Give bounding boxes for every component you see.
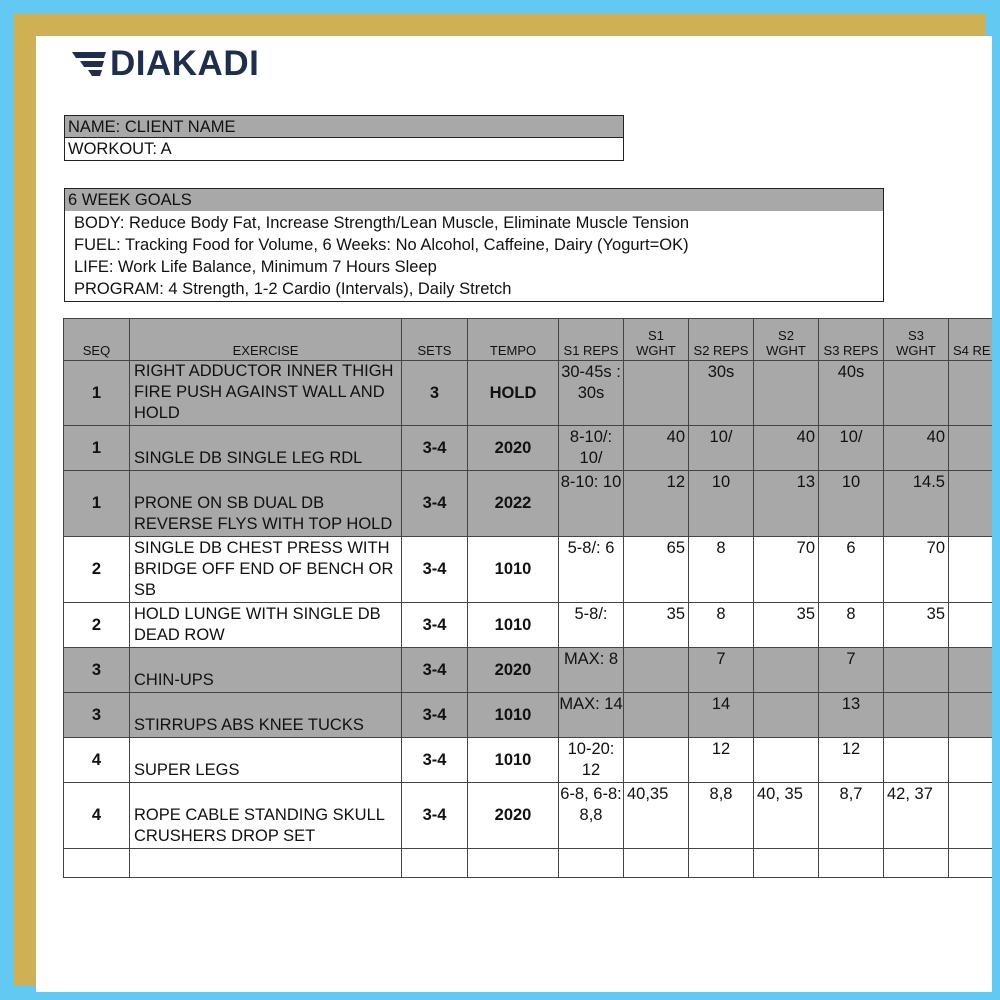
row-sets: 3 [402,361,468,426]
table-row [64,693,993,738]
row-s3-reps: 12 [819,738,884,783]
table-row [64,361,993,426]
row-tempo: 2020 [468,783,559,849]
row-s4-reps [949,603,993,648]
table-row [64,471,993,537]
col-header-s2-reps: S2 REPS [689,319,754,361]
goals-header: 6 WEEK GOALS [65,189,883,211]
row-s1-reps: 10-20: 12 [559,738,624,783]
row-s1-reps: MAX: 8 [559,648,624,693]
worksheet-page [36,36,992,992]
row-s4-reps [949,738,993,783]
table-row [64,738,993,783]
row-s4-reps [949,783,993,849]
row-s1-wght: 40 [624,426,689,471]
row-exercise: ROPE CABLE STANDING SKULL CRUSHERS DROP SET [130,783,402,849]
row-s2-wght [754,648,819,693]
row-s4-reps [949,361,993,426]
row-s4-reps [949,693,993,738]
row-seq: 1 [64,471,130,537]
goals-box [64,188,884,302]
row-s2-reps: 10 [689,471,754,537]
col-header-seq: SEQ [64,319,130,361]
row-s1-reps: MAX: 14 [559,693,624,738]
row-tempo: 1010 [468,537,559,603]
workout-table [63,318,992,878]
table-row [64,537,993,603]
col-header-sets: SETS [402,319,468,361]
row-tempo: HOLD [468,361,559,426]
row-s4-reps [949,537,993,603]
row-seq: 2 [64,537,130,603]
row-s1-reps: 5-8/: 6 [559,537,624,603]
row-seq: 4 [64,783,130,849]
empty-cell [754,849,819,878]
client-info-box [64,115,624,161]
client-name-line: NAME: CLIENT NAME [65,116,623,138]
row-s1-reps: 8-10/: 10/ [559,426,624,471]
row-s3-reps: 40s [819,361,884,426]
goal-program: PROGRAM: 4 Strength, 1-2 Cardio (Intervals), Daily Stretch [74,280,512,298]
row-s1-wght [624,738,689,783]
row-s2-wght: 70 [754,537,819,603]
row-s2-reps: 7 [689,648,754,693]
empty-cell [64,849,130,878]
row-s2-reps: 8 [689,603,754,648]
col-header-s4-reps: S4 RE [949,319,993,361]
row-tempo: 1010 [468,693,559,738]
row-s3-wght: 14.5 [884,471,949,537]
row-s1-reps: 5-8/: [559,603,624,648]
row-s3-reps: 8 [819,603,884,648]
row-s4-reps [949,648,993,693]
row-s1-reps: 6-8, 6-8: 8,8 [559,783,624,849]
col-header-s1-reps: S1 REPS [559,319,624,361]
row-s3-wght: 40 [884,426,949,471]
row-tempo: 1010 [468,738,559,783]
row-tempo: 1010 [468,603,559,648]
empty-cell [624,849,689,878]
row-s3-reps: 6 [819,537,884,603]
row-s1-wght [624,693,689,738]
empty-cell [819,849,884,878]
row-s3-wght: 42, 37 [884,783,949,849]
row-seq: 3 [64,693,130,738]
col-header-exercise: EXERCISE [130,319,402,361]
row-s1-wght: 35 [624,603,689,648]
row-s2-wght [754,361,819,426]
row-tempo: 2020 [468,648,559,693]
row-sets: 3-4 [402,738,468,783]
row-s3-wght [884,648,949,693]
goal-fuel: FUEL: Tracking Food for Volume, 6 Weeks: No Alcohol, Caffeine, Dairy (Yogurt=OK) [74,236,689,254]
row-s3-reps: 8,7 [819,783,884,849]
brand-logo [72,44,259,84]
row-seq: 2 [64,603,130,648]
table-row [64,603,993,648]
col-header-tempo: TEMPO [468,319,559,361]
row-s2-wght: 13 [754,471,819,537]
row-s4-reps [949,471,993,537]
row-s2-reps: 14 [689,693,754,738]
row-s1-wght [624,648,689,693]
table-row [64,426,993,471]
row-s2-wght: 35 [754,603,819,648]
row-s2-reps: 10/ [689,426,754,471]
empty-cell [949,849,993,878]
col-header-s2-wght: S2 WGHT [754,319,819,361]
row-s3-wght [884,693,949,738]
row-seq: 1 [64,426,130,471]
table-row [64,783,993,849]
row-sets: 3-4 [402,648,468,693]
row-seq: 3 [64,648,130,693]
row-s2-wght: 40, 35 [754,783,819,849]
col-header-s3-reps: S3 REPS [819,319,884,361]
row-sets: 3-4 [402,693,468,738]
row-sets: 3-4 [402,471,468,537]
empty-cell [130,849,402,878]
row-exercise: CHIN-UPS [130,648,402,693]
row-s2-reps: 8 [689,537,754,603]
table-body [64,361,993,878]
table-header-row [64,319,993,361]
row-exercise: STIRRUPS ABS KNEE TUCKS [130,693,402,738]
empty-cell [468,849,559,878]
row-s3-reps: 10/ [819,426,884,471]
row-s3-reps: 10 [819,471,884,537]
table-row [64,648,993,693]
row-exercise: SINGLE DB SINGLE LEG RDL [130,426,402,471]
row-s3-wght: 70 [884,537,949,603]
row-tempo: 2022 [468,471,559,537]
row-s1-wght: 12 [624,471,689,537]
row-exercise: RIGHT ADDUCTOR INNER THIGH FIRE PUSH AGAINST WALL AND HOLD [130,361,402,426]
row-s2-reps: 8,8 [689,783,754,849]
row-tempo: 2020 [468,426,559,471]
row-seq: 4 [64,738,130,783]
row-s3-wght [884,738,949,783]
empty-cell [402,849,468,878]
row-s3-reps: 13 [819,693,884,738]
row-s2-reps: 30s [689,361,754,426]
row-s4-reps [949,426,993,471]
table-row-empty [64,849,993,878]
row-s1-wght: 40,35 [624,783,689,849]
row-exercise: HOLD LUNGE WITH SINGLE DB DEAD ROW [130,603,402,648]
row-seq: 1 [64,361,130,426]
row-exercise: PRONE ON SB DUAL DB REVERSE FLYS WITH TOP HOLD [130,471,402,537]
wing-icon [72,50,108,78]
row-s1-reps: 30-45s : 30s [559,361,624,426]
row-s1-wght [624,361,689,426]
row-s1-wght: 65 [624,537,689,603]
workout-line: WORKOUT: A [68,140,172,158]
row-exercise: SUPER LEGS [130,738,402,783]
goal-body: BODY: Reduce Body Fat, Increase Strength/Lean Muscle, Eliminate Muscle Tension [74,214,690,232]
row-sets: 3-4 [402,783,468,849]
empty-cell [884,849,949,878]
row-exercise: SINGLE DB CHEST PRESS WITH BRIDGE OFF END OF BENCH OR SB [130,537,402,603]
row-s2-wght [754,693,819,738]
row-s1-reps: 8-10: 10 [559,471,624,537]
row-sets: 3-4 [402,426,468,471]
brand-name: DIAKADI [110,44,260,83]
empty-cell [559,849,624,878]
row-s3-reps: 7 [819,648,884,693]
row-s3-wght: 35 [884,603,949,648]
goal-life: LIFE: Work Life Balance, Minimum 7 Hours Sleep [74,258,437,276]
empty-cell [689,849,754,878]
col-header-s3-wght: S3 WGHT [884,319,949,361]
row-s2-wght: 40 [754,426,819,471]
row-sets: 3-4 [402,603,468,648]
gold-border [14,14,991,986]
row-s2-wght [754,738,819,783]
col-header-s1-wght: S1 WGHT [624,319,689,361]
row-sets: 3-4 [402,537,468,603]
row-s3-wght [884,361,949,426]
row-s2-reps: 12 [689,738,754,783]
